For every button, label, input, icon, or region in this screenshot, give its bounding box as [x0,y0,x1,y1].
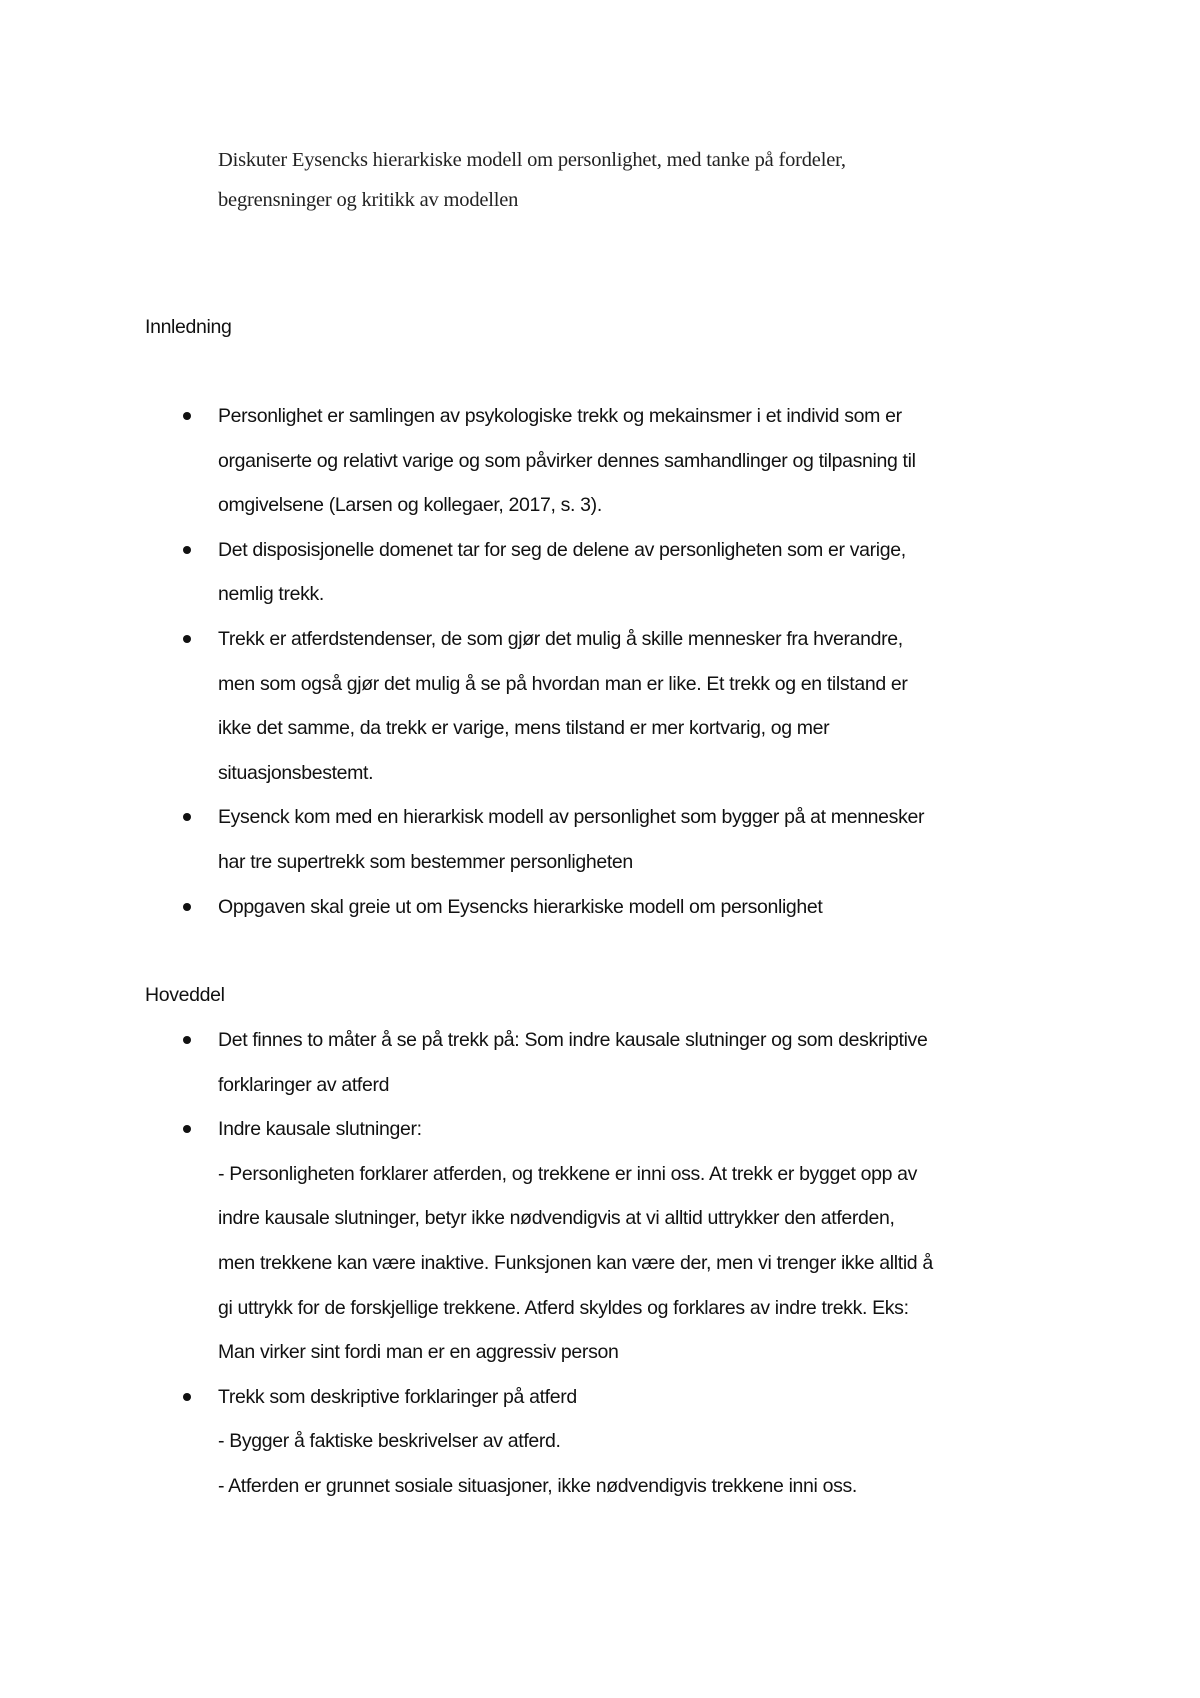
bullet-icon [183,546,191,554]
list-item-line: forklaringer av atferd [218,1073,390,1096]
bullet-icon [183,412,191,420]
list-item [0,795,1200,884]
section-hoveddel [0,973,1200,1018]
list-item-line: situasjonsbestemt. [218,761,374,784]
list-item-line: Trekk som deskriptive forklaringer på atferd [218,1385,577,1408]
list-item-line: men trekkene kan være inaktive. Funksjonen kan være der, men vi trenger ikke alltid å [218,1251,933,1274]
assignment-title [0,140,1200,220]
section-heading: Hoveddel [145,984,225,1006]
list-item-line: - Personligheten forklarer atferden, og trekkene er inni oss. At trekk er bygget opp av [218,1162,918,1185]
list-item-line: Det disposisjonelle domenet tar for seg de delene av personligheten som er varige, [218,538,906,561]
bullet-icon [183,1036,191,1044]
list-item-line: Indre kausale slutninger: [218,1118,422,1141]
title-line: begrensninger og kritikk av modellen [218,189,519,211]
list-item-line: Man virker sint fordi man er en aggressiv person [218,1341,619,1364]
list-item [0,1018,1200,1107]
title-line: Diskuter Eysencks hierarkiske modell om personlighet, med tanke på fordeler, [218,149,846,171]
list-item [0,1107,1200,1375]
bullet-icon [183,1393,191,1401]
list-item-line: men som også gjør det mulig å se på hvordan man er like. Et trekk og en tilstand er [218,672,908,695]
list-item-line: nemlig trekk. [218,583,324,606]
list-item-line: gi uttrykk for de forskjellige trekkene. Atferd skyldes og forklares av indre trekk. Eks: [218,1296,909,1319]
list-item [0,1375,1200,1509]
list-item-line: Personlighet er samlingen av psykologiske trekk og mekainsmer i et individ som er [218,405,902,427]
bullet-list-innledning [0,394,1200,929]
list-item-line: har tre supertrekk som bestemmer personligheten [218,850,633,873]
list-item-line: - Atferden er grunnet sosiale situasjoner, ikke nødvendigvis trekkene inni oss. [218,1474,857,1497]
list-item [0,394,1200,528]
list-item-line: Eysenck kom med en hierarkisk modell av personlighet som bygger på at mennesker [218,806,925,829]
bullet-list-hoveddel [0,1018,1200,1509]
list-item-line: organiserte og relativt varige og som påvirker dennes samhandlinger og tilpasning til [218,449,916,472]
section-innledning [0,305,1200,350]
bullet-icon [183,635,191,643]
bullet-icon [183,903,191,911]
list-item [0,528,1200,617]
list-item-line: indre kausale slutninger, betyr ikke nødvendigvis at vi alltid uttrykker den atferden, [218,1207,895,1230]
list-item [0,617,1200,795]
list-item-line: ikke det samme, da trekk er varige, mens tilstand er mer kortvarig, og mer [218,717,830,740]
list-item-line: Oppgaven skal greie ut om Eysencks hierarkiske modell om personlighet [218,895,823,918]
section-heading: Innledning [145,316,232,338]
list-item-line: Trekk er atferdstendenser, de som gjør det mulig å skille mennesker fra hverandre, [218,627,903,650]
list-item-line: Det finnes to måter å se på trekk på: Som indre kausale slutninger og som deskriptive [218,1029,928,1051]
list-item-line: omgivelsene (Larsen og kollegaer, 2017, s. 3). [218,494,602,517]
list-item-line: - Bygger å faktiske beskrivelser av atferd. [218,1430,561,1453]
list-item [0,885,1200,930]
